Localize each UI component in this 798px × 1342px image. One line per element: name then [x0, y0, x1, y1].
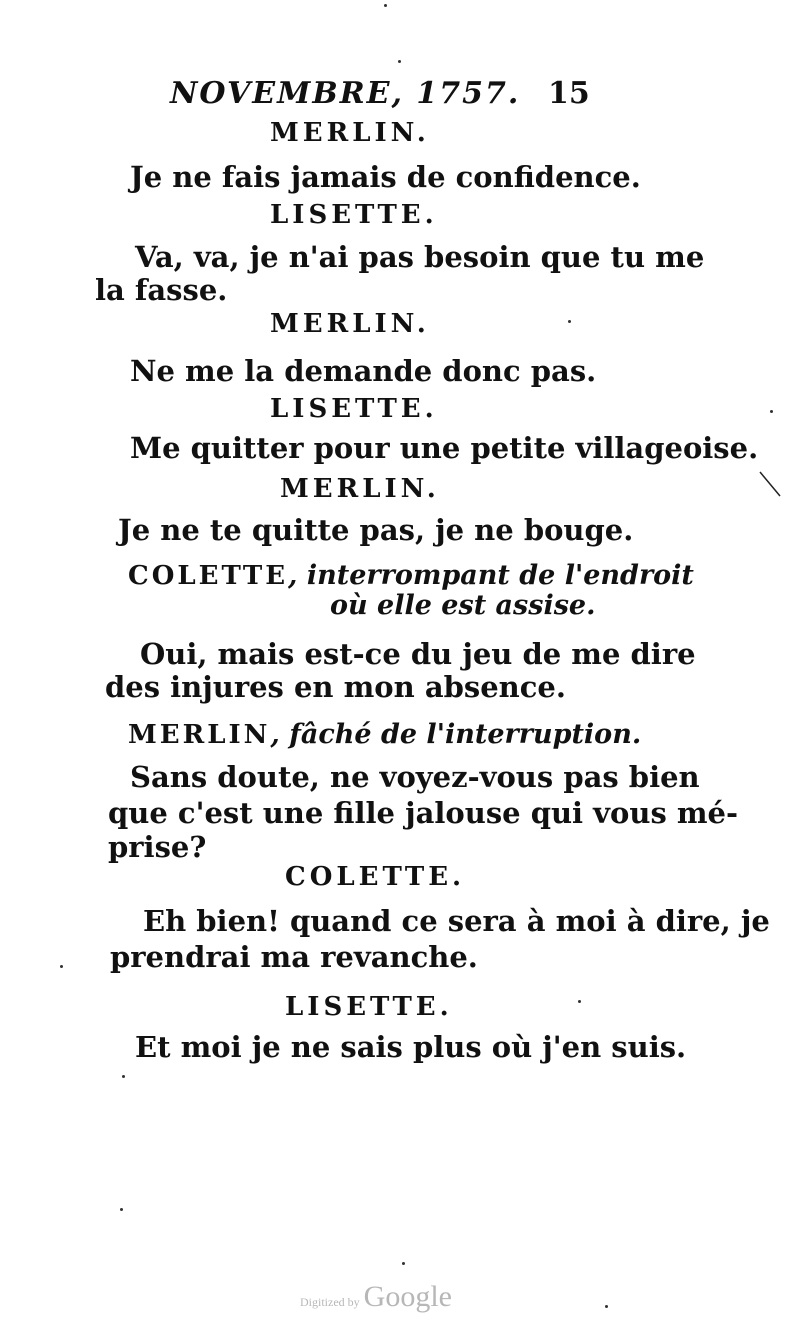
dialogue-line: Oui, mais est-ce du jeu de me dire [140, 637, 696, 671]
scan-speck [120, 1208, 123, 1211]
scan-speck [402, 1262, 405, 1265]
stage-direction: où elle est assise. [330, 590, 596, 621]
scan-speck [398, 60, 401, 63]
speaker-name: MERLIN. [270, 309, 430, 339]
speaker-name: MERLIN [128, 720, 271, 750]
dialogue-line: prise? [108, 830, 207, 864]
scan-speck [568, 320, 571, 323]
dialogue-line: Je ne fais jamais de confidence. [130, 160, 641, 194]
stage-direction-merlin [128, 719, 641, 750]
scan-speck [605, 1305, 608, 1308]
google-logo: Google [363, 1280, 452, 1313]
dialogue-line: des injures en mon absence. [105, 670, 566, 704]
dialogue-line: la fasse. [95, 273, 228, 307]
dialogue-line: que c'est une fille jalouse qui vous mé- [108, 796, 739, 830]
dialogue-line: Je ne te quitte pas, je ne bouge. [118, 513, 634, 547]
page-number: 15 [548, 76, 590, 111]
stage-direction-colette [128, 560, 694, 591]
scan-speck [384, 4, 387, 7]
speaker-name: LISETTE. [285, 992, 453, 1022]
digitized-watermark [300, 1280, 452, 1314]
stage-direction: , interrompant de l'endroit [288, 560, 694, 591]
scan-speck [770, 410, 773, 413]
speaker-name: MERLIN. [280, 474, 440, 504]
speaker-name: COLETTE. [285, 862, 466, 892]
running-title: NOVEMBRE, 1757. [170, 76, 521, 111]
dialogue-line: prendrai ma revanche. [110, 940, 478, 974]
dialogue-line: Va, va, je n'ai pas besoin que tu me [135, 240, 705, 274]
dialogue-line: Et moi je ne sais plus où j'en suis. [135, 1030, 687, 1064]
scan-mark [758, 470, 782, 500]
scan-speck [122, 1075, 125, 1078]
stage-direction: , fâché de l'interruption. [270, 719, 642, 750]
dialogue-line: Eh bien! quand ce sera à moi à dire, je [143, 904, 770, 938]
speaker-name: LISETTE. [270, 200, 438, 230]
scan-speck [60, 965, 63, 968]
dialogue-line: Me quitter pour une petite villageoise. [130, 431, 759, 465]
scan-speck [578, 1000, 581, 1003]
dialogue-line: Ne me la demande donc pas. [130, 354, 597, 388]
dialogue-line: Sans doute, ne voyez-vous pas bien [130, 760, 700, 794]
speaker-name: MERLIN. [270, 118, 430, 148]
watermark-prefix: Digitized by [300, 1295, 360, 1309]
speaker-name: COLETTE [128, 561, 289, 591]
speaker-name: LISETTE. [270, 394, 438, 424]
